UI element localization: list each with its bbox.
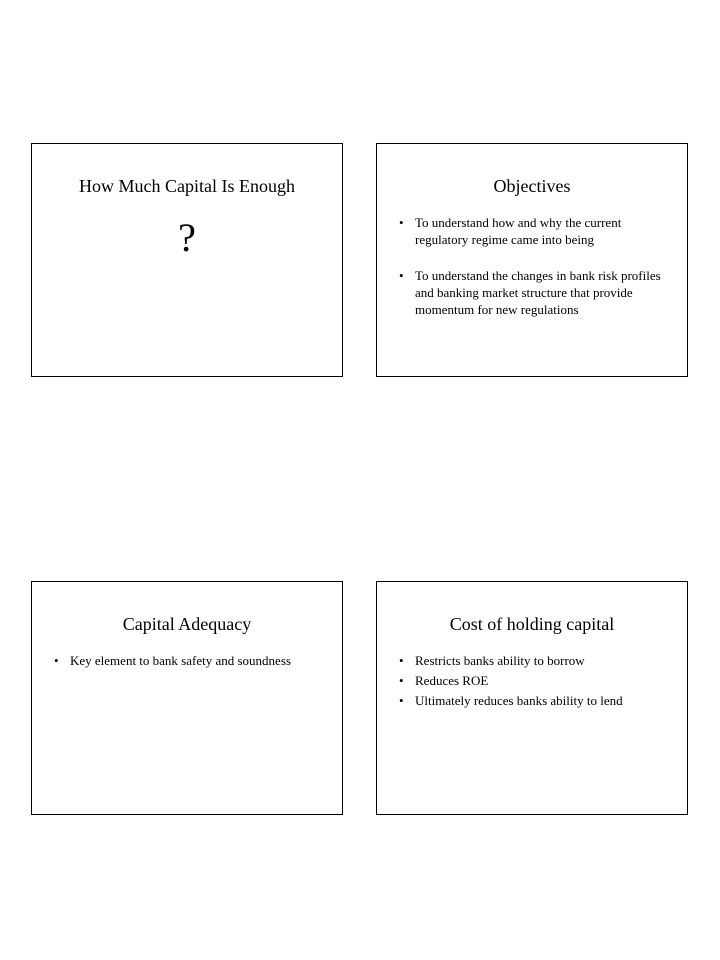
slide-cost-of-holding-capital: [376, 581, 688, 815]
slide-title: Cost of holding capital: [449, 614, 615, 634]
bullet-list: [399, 652, 673, 712]
slide-how-much-capital: [31, 143, 343, 377]
bullet-item: • Ultimately reduces banks ability to lend: [399, 692, 673, 709]
question-mark: ?: [178, 215, 196, 260]
bullet-item: • To understand the changes in bank risk profiles and banking market structure that provide momentum for new regulations: [399, 267, 673, 318]
bullet-list: [399, 214, 673, 337]
slide-title: Objectives: [493, 176, 571, 196]
bullet-list: [54, 652, 328, 672]
slide-capital-adequacy: [31, 581, 343, 815]
slide-title: Capital Adequacy: [122, 614, 252, 634]
bullet-item: • Key element to bank safety and soundness: [54, 652, 328, 669]
bullet-item: • Reduces ROE: [399, 672, 673, 689]
slide-objectives: [376, 143, 688, 377]
bullet-item: • Restricts banks ability to borrow: [399, 652, 673, 669]
slide-title: How Much Capital Is Enough: [79, 176, 295, 196]
bullet-item: • To understand how and why the current regulatory regime came into being: [399, 214, 673, 248]
